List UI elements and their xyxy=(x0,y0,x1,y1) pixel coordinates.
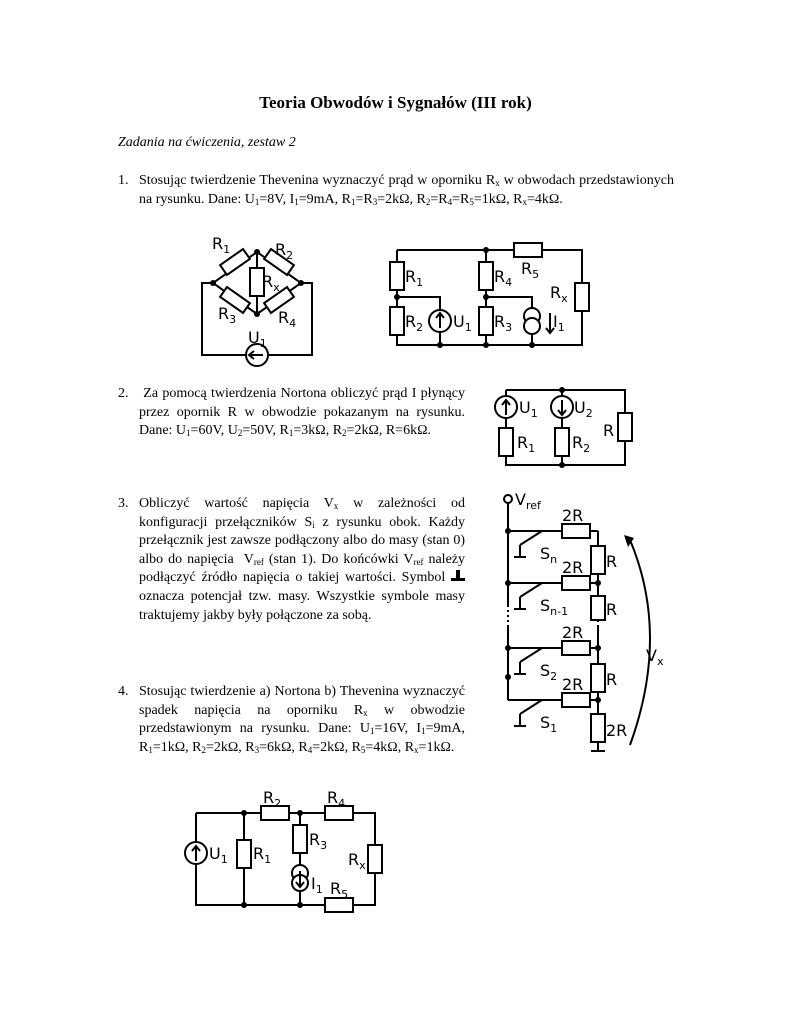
svg-text:Rx: $R_x$ xyxy=(348,850,366,872)
svg-text:U1: $U_1$ xyxy=(453,312,472,334)
svg-text:R2: $R_2$ xyxy=(572,433,591,455)
svg-text:R1: $R_1$ xyxy=(405,267,424,289)
circuit-2 xyxy=(495,385,635,470)
svg-text:Sn: $S_n$ xyxy=(540,544,558,566)
task-3 xyxy=(118,495,465,625)
svg-text:2R: 2R xyxy=(562,623,584,642)
circuit-3-ladder xyxy=(500,485,680,765)
svg-text:Rx: $R_x$ xyxy=(262,272,280,294)
svg-text:U1: $U_1$ xyxy=(519,398,538,420)
task-number: 1. xyxy=(118,173,129,188)
switch-sn-1 xyxy=(505,558,598,618)
task-1 xyxy=(118,172,674,209)
svg-text:R: R xyxy=(606,600,618,619)
ground-icon xyxy=(451,570,465,582)
svg-text:R: R xyxy=(606,670,618,689)
switch-s1 xyxy=(505,674,598,735)
svg-text:R1: $R_1$ xyxy=(253,844,272,866)
svg-text:R1: $R_1$ xyxy=(212,234,231,256)
svg-text:S1: $S_1$ xyxy=(540,713,558,735)
svg-text:R5: $R_5$ xyxy=(330,879,349,901)
page-subtitle: Zadania na ćwiczenia, zestaw 2 xyxy=(118,135,296,150)
task-1-text: Stosując twierdzenie Thevenina wyznaczyć prąd w oporniku $R_x$ w obwodach przedstawionych na rysunku. Dane: $U_1=8V$, $I_1=9mA$, $R_1=R_3=2k\Omega$, $R_2=R_4=R_5=1k\Omega$, $R_x=4k\Omega$. xyxy=(139,173,674,207)
circuit-4 xyxy=(185,788,390,915)
task-number: 3. xyxy=(118,496,129,511)
svg-text:I1: $I_1$ xyxy=(311,874,323,896)
svg-text:Rx: $R_x$ xyxy=(550,283,568,305)
svg-text:2R: 2R xyxy=(562,506,584,525)
svg-text:Vref: $V_{ref}$ xyxy=(515,490,541,512)
svg-text:2R: 2R xyxy=(606,721,628,740)
svg-text:I1: $I_1$ xyxy=(553,312,565,334)
svg-text:R2: $R_2$ xyxy=(275,240,294,262)
svg-text:R: R xyxy=(603,421,615,440)
svg-text:R4: $R_4$ xyxy=(494,267,513,289)
svg-text:Sn-1: $S_{n-1}$ xyxy=(540,596,569,618)
task-2-text: Za pomocą twierdzenia Nortona obliczyć prąd I płynący przez opornik R w obwodzie pokazanym na rysunku. Dane: $U_1=60V$, $U_2=50V$, $R_1=3k\Omega$, $R_2=2k\Omega$, R=6kΩ. xyxy=(139,386,465,439)
svg-text:R4: $R_4$ xyxy=(327,788,346,810)
svg-text:R3: $R_3$ xyxy=(218,304,237,326)
circuit-1b xyxy=(390,240,590,355)
svg-text:R3: $R_3$ xyxy=(494,312,513,334)
svg-text:R2: $R_2$ xyxy=(263,788,282,810)
svg-text:U1: $U_1$ xyxy=(248,328,267,350)
switch-s2 xyxy=(505,623,598,683)
svg-text:U2: $U_2$ xyxy=(574,398,593,420)
svg-text:R4: $R_4$ xyxy=(278,308,297,330)
page-title: Teoria Obwodów i Sygnałów (III rok) xyxy=(259,93,532,112)
task-number: 2. xyxy=(118,386,129,401)
task-3-text: Obliczyć wartość napięcia $V_x$ w zależności od konfiguracji przełączników $S_i$ z rysunku obok. Każdy przełącznik jest zawsze podłączony albo do masy (stan 0) albo do napięcia $V_{ref}$ (stan 1). Do końcówki $V_{ref}$ należy podłączyć źródło napięcia o takiej wartości. Symbol oznacza potencjał tzw. masy. Wszystkie symbole masy traktujemy jakby były połączone za sobą. xyxy=(139,496,466,623)
task-number: 4. xyxy=(118,684,129,699)
svg-text:R: R xyxy=(606,552,618,571)
circuit-1a-bridge xyxy=(195,235,325,365)
switch-sn xyxy=(505,506,598,566)
svg-text:R2: $R_2$ xyxy=(405,312,424,334)
svg-text:2R: 2R xyxy=(562,558,584,577)
task-4-text: Stosując twierdzenie a) Nortona b) Thevenina wyznaczyć spadek napięcia na oporniku $R_x$ w obwodzie przedstawionym na rysunku. Dane: $U_1=16V$, $I_1=9mA$, $R_1=1k\Omega$, $R_2=2k\Omega$, $R_3=6k\Omega$, $R_4=2k\Omega$, $R_5=4k\Omega$, $R_x=1k\Omega$. xyxy=(139,684,465,755)
svg-text:R1: $R_1$ xyxy=(517,433,536,455)
svg-text:Vx: $V_x$ xyxy=(646,646,664,668)
svg-text:S2: $S_2$ xyxy=(540,661,558,683)
task-2 xyxy=(118,385,465,441)
task-4 xyxy=(118,683,465,757)
svg-text:U1: $U_1$ xyxy=(209,844,228,866)
svg-text:R5: $R_5$ xyxy=(521,259,540,281)
svg-text:2R: 2R xyxy=(562,675,584,694)
svg-text:R3: $R_3$ xyxy=(309,830,328,852)
